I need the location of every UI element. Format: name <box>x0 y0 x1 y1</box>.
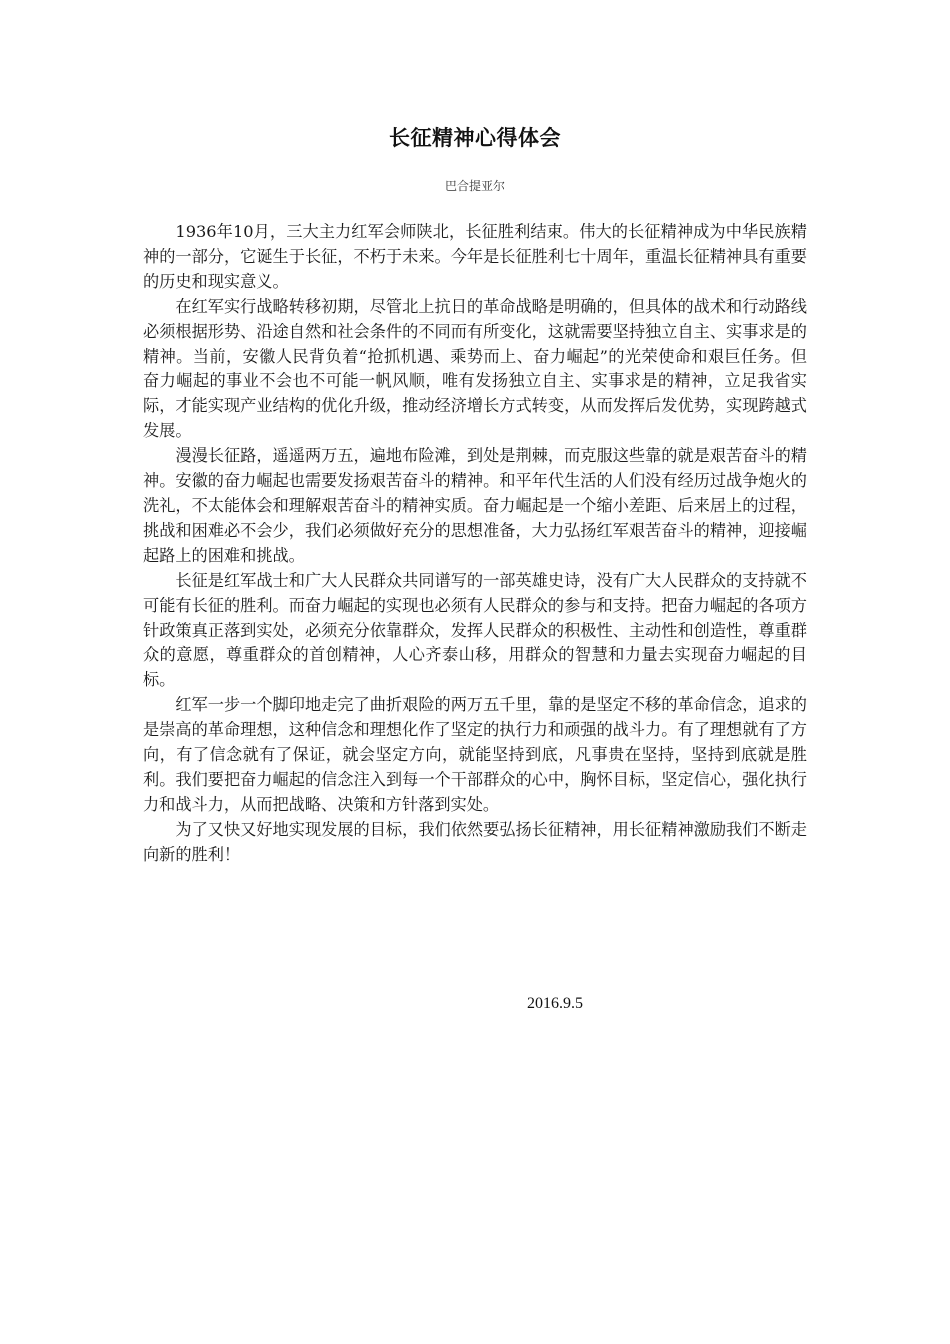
paragraph: 1936年10月，三大主力红军会师陕北，长征胜利结束。伟大的长征精神成为中华民族精神的一部分，它诞生于长征，不朽于未来。今年是长征胜利七十周年，重温长征精神具有重要的历史和现实意义。 <box>143 222 807 291</box>
paragraph: 长征是红军战士和广大人民群众共同谱写的一部英雄史诗，没有广大人民群众的支持就不可能有长征的胜利。而奋力崛起的实现也必须有人民群众的参与和支持。把奋力崛起的各项方针政策真正落到实处，必须充分依靠群众，发挥人民群众的积极性、主动性和创造性，尊重群众的意愿，尊重群众的首创精神，人心齐泰山移，用群众的智慧和力量去实现奋力崛起的目标。 <box>143 570 807 690</box>
document-title: 长征精神心得体会 <box>389 126 561 150</box>
paragraph: 漫漫长征路，遥遥两万五，遍地布险滩，到处是荆棘，而克服这些靠的就是艰苦奋斗的精神。安徽的奋力崛起也需要发扬艰苦奋斗的精神。和平年代生活的人们没有经历过战争炮火的洗礼，不太能体会和理解艰苦奋斗的精神实质。奋力崛起是一个缩小差距、后来居上的过程，挑战和困难必不会少，我们必须做好充分的思想准备，大力弘扬红军艰苦奋斗的精神，迎接崛起路上的困难和挑战。 <box>143 446 807 565</box>
document-date: 2016.9.5 <box>527 995 583 1012</box>
document-author: 巴合提亚尔 <box>444 179 505 193</box>
document-body <box>143 220 807 868</box>
paragraph: 红军一步一个脚印地走完了曲折艰险的两万五千里，靠的是坚定不移的革命信念，追求的是崇高的革命理想，这种信念和理想化作了坚定的执行力和顽强的战斗力。有了理想就有了方向，有了信念就有了保证，就会坚定方向，就能坚持到底，凡事贵在坚持，坚持到底就是胜利。我们要把奋力崛起的信念注入到每一个干部群众的心中，胸怀目标，坚定信心，强化执行力和战斗力，从而把战略、决策和方针落到实处。 <box>143 695 807 814</box>
paragraph: 在红军实行战略转移初期，尽管北上抗日的革命战略是明确的，但具体的战术和行动路线必须根据形势、沿途自然和社会条件的不同而有所变化，这就需要坚持独立自主、实事求是的精神。当前，安徽人民背负着“抢抓机遇、乘势而上、奋力崛起”的光荣使命和艰巨任务。但奋力崛起的事业不会也不可能一帆风顺，唯有发扬独立自主、实事求是的精神，立足我省实际，才能实现产业结构的优化升级，推动经济增长方式转变，从而发挥后发优势，实现跨越式发展。 <box>143 296 807 441</box>
paragraph: 为了又快又好地实现发展的目标，我们依然要弘扬长征精神，用长征精神激励我们不断走向新的胜利！ <box>143 819 807 864</box>
